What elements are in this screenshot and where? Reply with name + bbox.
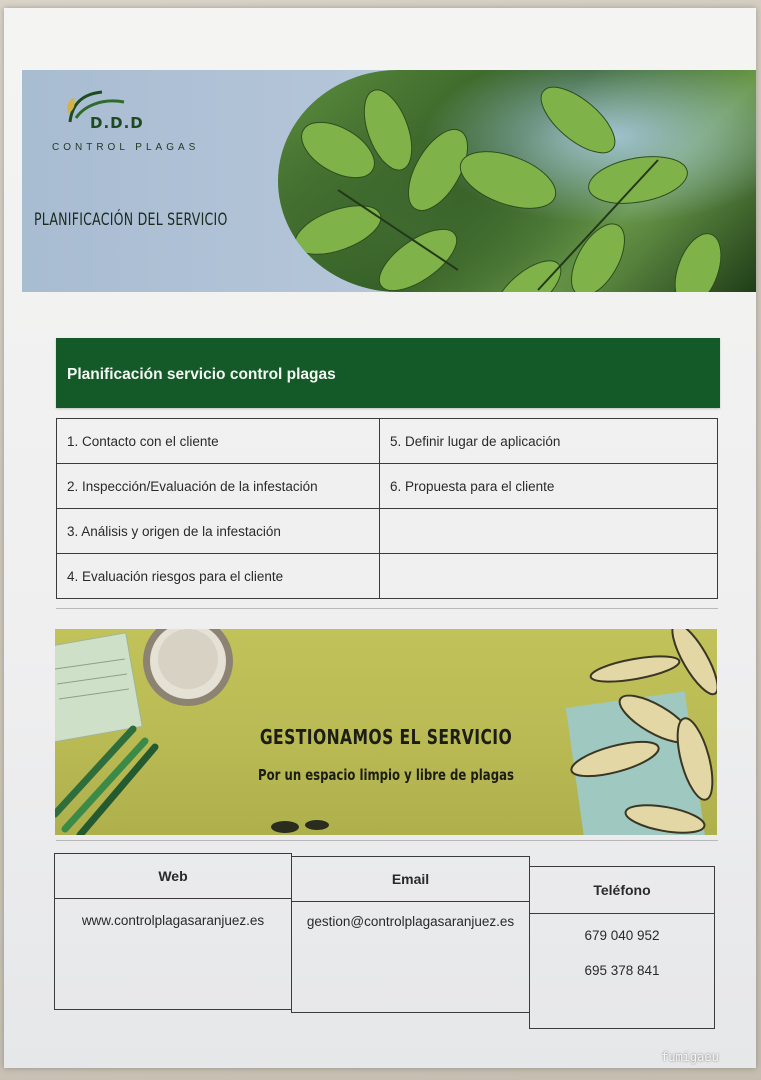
- web-link[interactable]: www.controlplagasaranjuez.es: [54, 898, 292, 1010]
- flyer-page: [4, 8, 756, 1068]
- email-column: [291, 853, 530, 1029]
- phone-column: [529, 853, 715, 1029]
- watermark: fumigaeu: [661, 1050, 719, 1064]
- leaves-photo: [278, 70, 756, 292]
- logo-tagline: CONTROL PLAGAS: [52, 142, 200, 153]
- promo-title: GESTIONAMOS EL SERVICIO: [259, 725, 513, 749]
- step-cell: 1. Contacto con el cliente: [57, 419, 380, 464]
- step-cell: 2. Inspección/Evaluación de la infestación: [57, 464, 380, 509]
- phone-number-1[interactable]: 679 040 952: [584, 928, 660, 943]
- step-cell: [380, 509, 718, 554]
- phone-number-2[interactable]: 695 378 841: [584, 963, 660, 978]
- phone-values: [529, 913, 715, 1029]
- web-column: [54, 853, 292, 1029]
- step-cell: 6. Propuesta para el cliente: [380, 464, 718, 509]
- step-cell: 5. Definir lugar de aplicación: [380, 419, 718, 464]
- steps-table: [56, 418, 718, 599]
- contact-table: [54, 853, 715, 1029]
- phone-header: Teléfono: [529, 866, 715, 914]
- table-row: [57, 554, 718, 599]
- table-row: [57, 509, 718, 554]
- email-link[interactable]: gestion@controlplagasaranjuez.es: [291, 901, 530, 1013]
- step-cell: 3. Análisis y origen de la infestación: [57, 509, 380, 554]
- step-cell: [380, 554, 718, 599]
- page-title: PLANIFICACIÓN DEL SERVICIO: [34, 210, 228, 230]
- table-row: [57, 419, 718, 464]
- step-cell: 4. Evaluación riesgos para el cliente: [57, 554, 380, 599]
- table-row: [57, 464, 718, 509]
- promo-banner: [55, 629, 717, 835]
- company-logo: [42, 84, 202, 164]
- web-header: Web: [54, 853, 292, 899]
- divider: [56, 840, 718, 841]
- email-header: Email: [291, 856, 530, 902]
- section-title: Planificación servicio control plagas: [67, 366, 336, 383]
- section-header: [56, 338, 720, 408]
- header-banner: [22, 70, 756, 292]
- logo-name: D.D.D: [90, 114, 144, 132]
- divider: [56, 608, 718, 609]
- promo-subtitle: Por un espacio limpio y libre de plagas: [258, 766, 514, 784]
